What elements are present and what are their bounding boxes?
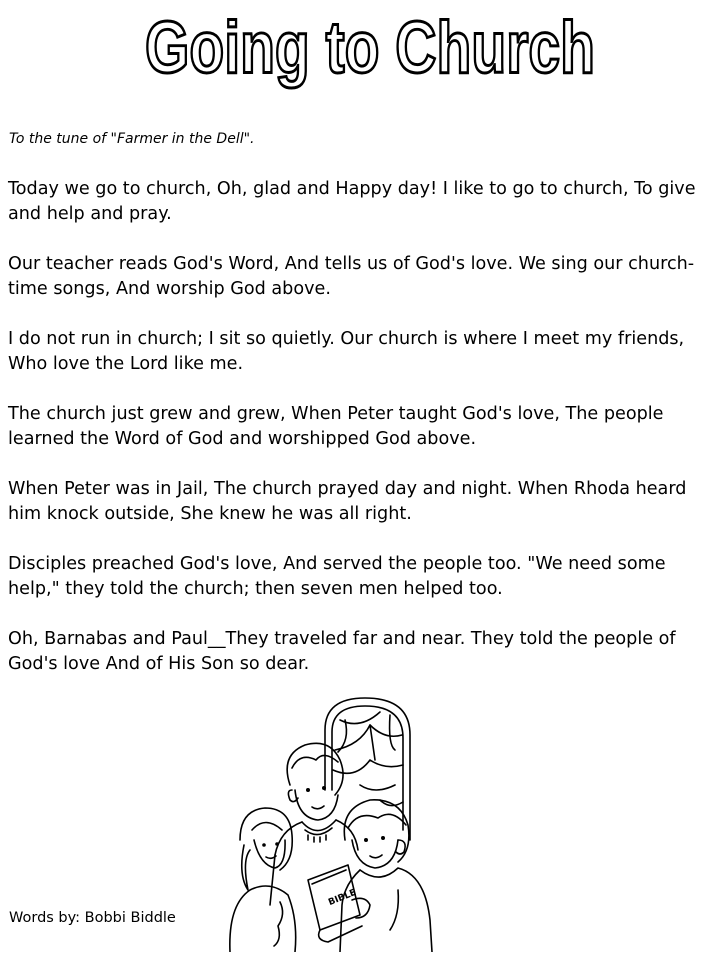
verse: Oh, Barnabas and Paul__They traveled far and near. They told the people of God's love And of His Son so dear.	[8, 629, 676, 674]
verse: I do not run in church; I sit so quietly. Our church is where I meet my friends, Who love the Lord like me.	[8, 329, 685, 374]
author-credit: Words by: Bobbi Biddle	[9, 910, 176, 926]
girl-figure-icon	[230, 808, 296, 952]
children-church-illustration	[220, 690, 435, 952]
stained-glass-window-icon	[325, 698, 410, 840]
bible-label: BIBLE	[327, 887, 358, 908]
verse: Today we go to church, Oh, glad and Happy day! I like to go to church, To give and help and pray.	[8, 179, 696, 224]
title-text: Going to Church	[144, 6, 595, 89]
verse: When Peter was in Jail, The church prayed day and night. When Rhoda heard him knock outside, She knew he was all right.	[8, 479, 687, 524]
title-art	[130, 6, 610, 106]
verse: Disciples preached God's love, And served the people too. "We need some help," they told the church; then seven men helped too.	[8, 554, 666, 599]
verse: The church just grew and grew, When Peter taught God's love, The people learned the Word of God and worshipped God above.	[8, 404, 664, 449]
tune-subtitle: To the tune of "Farmer in the Dell".	[9, 131, 255, 147]
song-verses	[8, 177, 708, 702]
page-title	[130, 6, 610, 106]
verse: Our teacher reads God's Word, And tells us of God's love. We sing our church-time songs, And worship God above.	[8, 254, 695, 299]
bible-book-icon	[308, 865, 370, 942]
